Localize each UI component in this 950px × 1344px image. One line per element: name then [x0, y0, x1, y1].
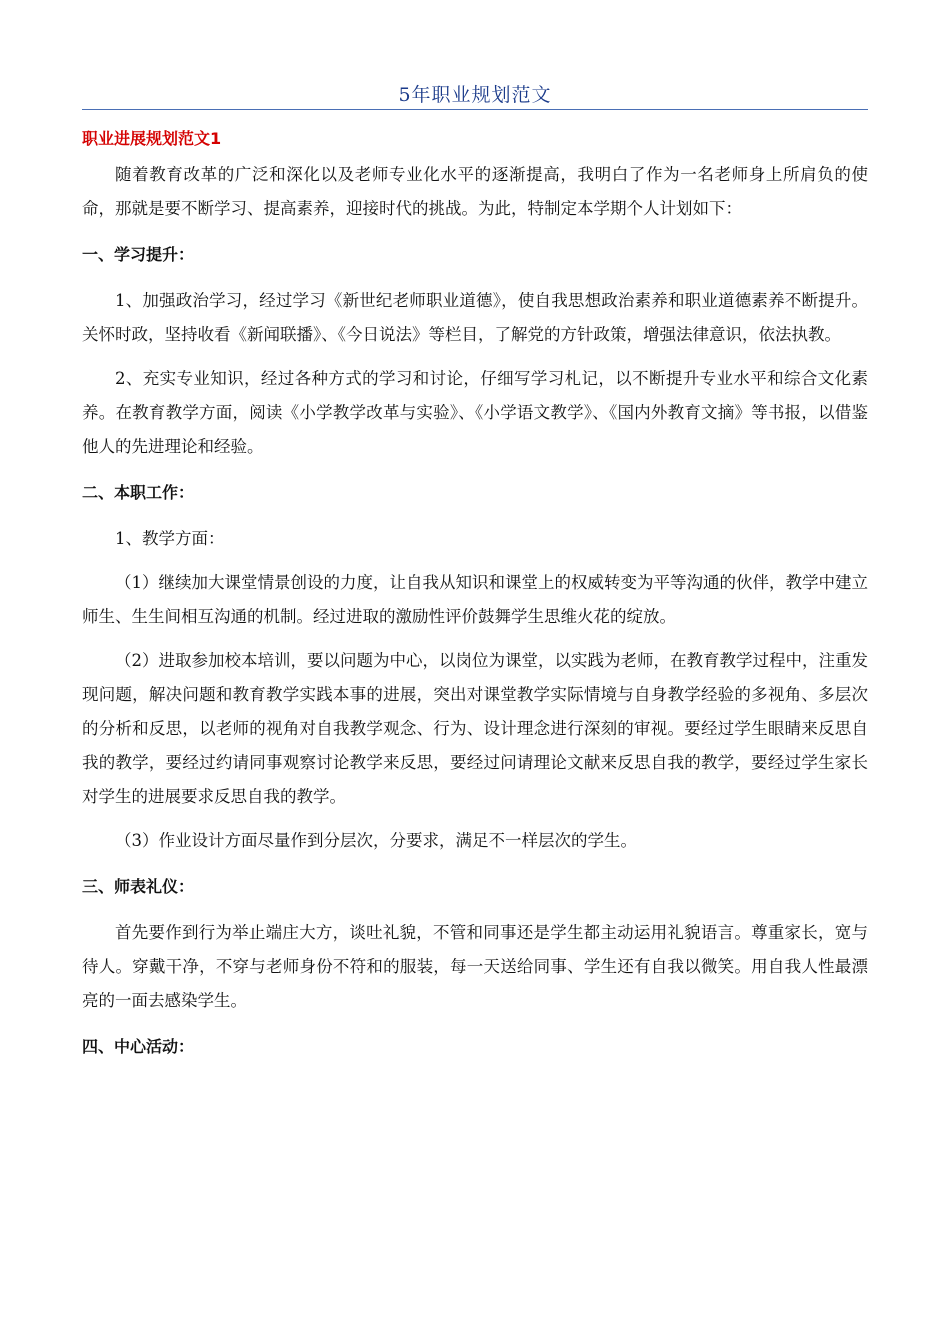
work-paragraph-4: （3）作业设计方面尽量作到分层次，分要求，满足不一样层次的学生。: [115, 831, 637, 850]
etiquette-paragraph: 首先要作到行为举止端庄大方，谈吐礼貌，不管和同事还是学生都主动运用礼貌语言。尊重家长，宽与待人。穿戴干净，不穿与老师身份不符和的服装，每一天送给同事、学生还有自我以微笑。用自我人性最漂亮的一面去感染学生。: [82, 923, 868, 1010]
work-paragraph-3: （2）进取参加校本培训，要以问题为中心，以岗位为课堂，以实践为老师，在教育教学过程中，注重发现问题，解决问题和教育教学实践本事的进展，突出对课堂教学实际情境与自身教学经验的多视角、多层次的分析和反思，以老师的视角对自我教学观念、行为、设计理念进行深刻的审视。要经过学生眼睛来反思自我的教学，要经过约请同事观察讨论教学来反思，要经过问请理论文献来反思自我的教学，要经过学生家长对学生的进展要求反思自我的教学。: [82, 651, 868, 806]
study-paragraph-1: 1、加强政治学习，经过学习《新世纪老师职业道德》，使自我思想政治素养和职业道德素养不断提升。关怀时政，坚持收看《新闻联播》、《今日说法》等栏目，了解党的方针政策，增强法律意识，依法执教。: [82, 291, 868, 344]
work-paragraph-1: 1、教学方面：: [115, 529, 225, 548]
section-heading-study: 一、学习提升：: [82, 245, 195, 264]
section-heading-etiquette: 三、师表礼仪：: [82, 877, 195, 896]
header-divider: [82, 109, 868, 110]
document-subtitle: 职业进展规划范文1: [82, 129, 222, 148]
intro-paragraph: 随着教育改革的广泛和深化以及老师专业化水平的逐渐提高，我明白了作为一名老师身上所肩负的使命，那就是要不断学习、提高素养，迎接时代的挑战。为此，特制定本学期个人计划如下：: [82, 165, 868, 218]
work-paragraph-2: （1）继续加大课堂情景创设的力度，让自我从知识和课堂上的权威转变为平等沟通的伙伴，教学中建立师生、生生间相互沟通的机制。经过进取的激励性评价鼓舞学生思维火花的绽放。: [82, 573, 868, 626]
study-paragraph-2: 2、充实专业知识，经过各种方式的学习和讨论，仔细写学习札记，以不断提升专业水平和综合文化素养。在教育教学方面，阅读《小学教学改革与实验》、《小学语文教学》、《国内外教育文摘》等书报，以借鉴他人的先进理论和经验。: [82, 369, 868, 456]
section-heading-work: 二、本职工作：: [82, 483, 195, 502]
section-heading-activities: 四、中心活动：: [82, 1037, 195, 1056]
document-body: [82, 126, 868, 1076]
document-header-title: 5年职业规划范文: [398, 84, 552, 106]
